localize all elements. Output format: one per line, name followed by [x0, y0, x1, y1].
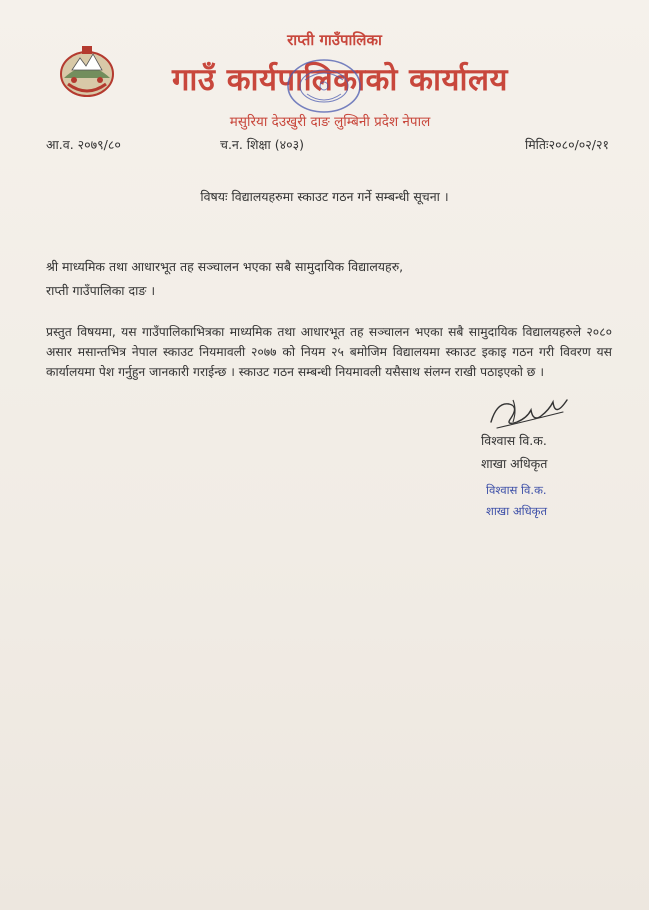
stamp-title: शाखा अधिकृत: [486, 504, 548, 518]
municipality-name: राप्ती गाउँपालिका: [287, 31, 382, 49]
letter-date: मितिः२०८०/०२/२१: [524, 137, 609, 152]
dispatch-number: च.न. शिक्षा (४०३): [220, 137, 304, 152]
stamp-name: विश्वास वि.क.: [486, 483, 547, 497]
handwritten-signature-icon: [483, 392, 573, 436]
addressee-block: [46, 255, 403, 303]
nepal-emblem-icon: [56, 44, 118, 100]
signatory-title: शाखा अधिकृत: [481, 456, 548, 471]
name-stamp: [486, 480, 576, 522]
addressee-line-1: श्री माध्यमिक तथा आधारभूत तह सञ्चालन भएका सबै सामुदायिक विद्यालयहरु,: [46, 259, 404, 274]
office-seal-icon: [283, 56, 365, 116]
subject-line: विषयः विद्यालयहरुमा स्काउट गठन गर्ने सम्बन्धी सूचना ।: [200, 189, 449, 204]
office-address: मसुरिया देउखुरी दाङ लुम्बिनी प्रदेश नेपाल: [229, 114, 431, 130]
office-title: गाउँ कार्यपालिकाको कार्यालय: [171, 62, 509, 98]
addressee-line-2: राप्ती गाउँपालिका दाङ ।: [46, 283, 156, 298]
signatory-name: विश्वास वि.क.: [481, 433, 547, 448]
body-paragraph: प्रस्तुत विषयमा, यस गाउँपालिकाभित्रका माध्यमिक तथा आधारभूत तह सञ्चालन भएका सबै सामुदायिक विद्यालयहरुले २०८० असार मसान्तभित्र नेपाल स्काउट नियमावली २०७७ को नियम २५ बमोजिम विद्यालयमा स्काउट इकाइ गठन गरी विवरण यस कार्यालयमा पेश गर्नुहुन जानकारी गराईन्छ । स्काउट गठन सम्बन्धी नियमावली यसैसाथ संलग्न राखी पठाइएको छ ।: [46, 325, 612, 379]
fiscal-year: आ.व. २०७९/८०: [46, 137, 121, 152]
